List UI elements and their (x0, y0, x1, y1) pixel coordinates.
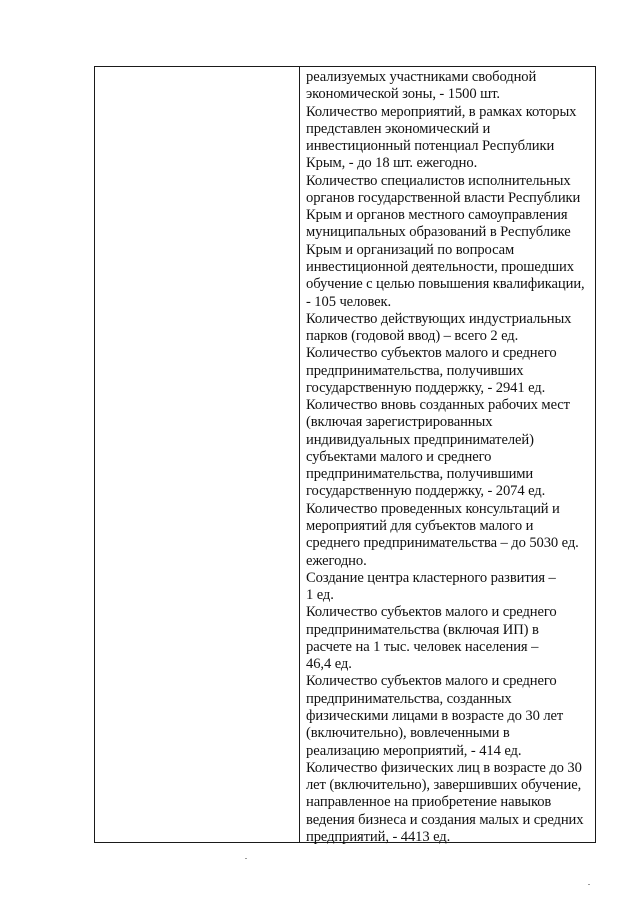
text-line: Создание центра кластерного развития – (306, 569, 556, 586)
text-line: лет (включительно), завершивших обучение, (306, 777, 582, 794)
text-line: (включая зарегистрированных (306, 414, 493, 431)
text-line: реализуемых участниками свободной (306, 69, 537, 85)
text-line: государственную поддержку, - 2074 ед. (306, 483, 546, 500)
text-line: Количество действующих индустриальных (306, 310, 572, 327)
text-line: Крым и органов местного самоуправления (306, 207, 568, 224)
text-line: предпринимательства, получивших (306, 362, 524, 379)
text-line: субъектами малого и среднего (306, 448, 492, 465)
text-line: индивидуальных предпринимателей) (306, 431, 534, 448)
text-line: Количество субъектов малого и среднего (306, 604, 557, 621)
text-line: государственную поддержку, - 2941 ед. (306, 379, 546, 396)
text-line: предпринимательства (включая ИП) в (306, 621, 539, 638)
document-table (94, 66, 596, 843)
text-line: органов государственной власти Республики (306, 189, 581, 206)
text-line: предпринимательства, получившими (306, 466, 534, 483)
text-line: Количество специалистов исполнительных (306, 172, 571, 189)
text-line: экономической зоны, - 1500 шт. (306, 86, 500, 103)
text-line: ежегодно. (306, 552, 367, 569)
text-line: обучение с целью повышения квалификации, (306, 276, 585, 293)
text-line: среднего предпринимательства – до 5030 ед. (306, 535, 579, 552)
text-line: муниципальных образований в Республике (306, 224, 571, 241)
text-line: предпринимательства, созданных (306, 690, 512, 707)
text-line: ведения бизнеса и создания малых и средних (306, 811, 584, 828)
text-line: Количество вновь созданных рабочих мест (306, 397, 570, 414)
text-line: расчете на 1 тыс. человек населения – (306, 638, 539, 655)
text-line: 46,4 ед. (306, 656, 352, 673)
text-line: предприятий, - 4413 ед. (306, 828, 451, 845)
text-line: 1 ед. (306, 587, 334, 604)
text-line: Количество субъектов малого и среднего (306, 673, 557, 690)
scan-speck (588, 884, 590, 885)
text-line: инвестиционной деятельности, прошедших (306, 258, 574, 275)
text-line: инвестиционный потенциал Республики (306, 138, 555, 155)
text-line: направленное на приобретение навыков (306, 794, 552, 811)
text-line: реализацию мероприятий, - 414 ед. (306, 742, 522, 759)
text-line: мероприятий для субъектов малого и (306, 518, 534, 535)
text-line: парков (годовой ввод) – всего 2 ед. (306, 328, 519, 345)
text-line: представлен экономический и (306, 120, 491, 137)
text-line: - 105 человек. (306, 293, 392, 310)
text-line: Количество физических лиц в возрасте до 30 (306, 759, 582, 776)
text-line: Количество мероприятий, в рамках которых (306, 103, 577, 120)
table-right-cell (306, 67, 596, 845)
scan-speck (245, 858, 247, 859)
text-line: Количество субъектов малого и среднего (306, 345, 557, 362)
text-line: Крым и организаций по вопросам (306, 241, 515, 258)
text-line: (включительно), вовлеченными в (306, 725, 510, 742)
table-left-cell (95, 67, 299, 842)
text-line: Количество проведенных консультаций и (306, 500, 560, 517)
column-divider (299, 67, 300, 842)
text-line: физическими лицами в возрасте до 30 лет (306, 707, 564, 724)
text-line: Крым, - до 18 шт. ежегодно. (306, 155, 478, 172)
